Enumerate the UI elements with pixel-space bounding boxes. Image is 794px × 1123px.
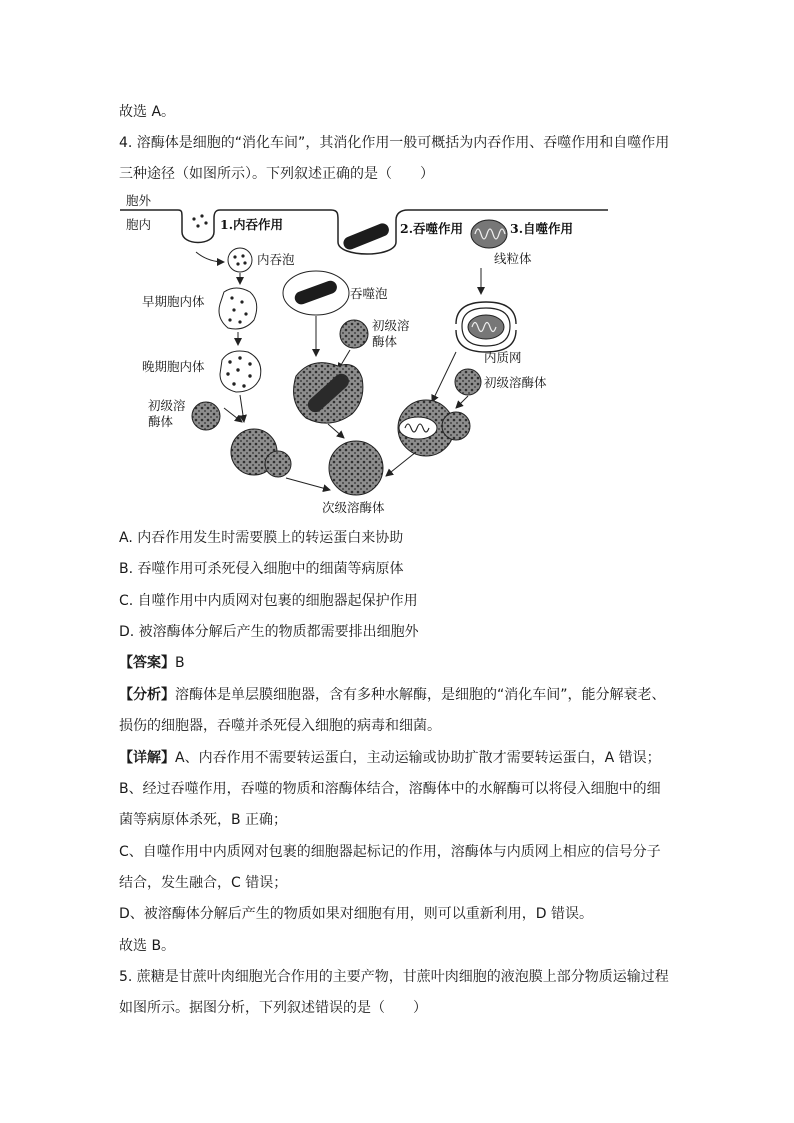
q4-stem-line2: 三种途径（如图所示）。下列叙述正确的是（ ） bbox=[119, 166, 434, 182]
label-phagocytosis: 2.吞噬作用 bbox=[400, 221, 464, 236]
q5-stem-line2: 如图所示。据图分析，下列叙述错误的是（ ） bbox=[119, 1000, 427, 1016]
label-inside: 胞内 bbox=[126, 217, 152, 232]
label-endocytic-vesicle: 内吞泡 bbox=[257, 252, 295, 267]
mitochondrion-icon bbox=[471, 220, 507, 248]
analysis-line1 bbox=[119, 685, 666, 705]
analysis-tag: 【分析】 bbox=[119, 687, 175, 703]
label-er: 内质网 bbox=[484, 350, 522, 365]
detail-line5: 结合，发生融合，C 错误； bbox=[119, 875, 288, 891]
endocytic-cargo bbox=[192, 214, 207, 227]
autolysosome-icon bbox=[398, 400, 470, 456]
answer-line bbox=[119, 653, 185, 673]
option-d[interactable]: D. 被溶酶体分解后产生的物质都需要排出细胞外 bbox=[119, 624, 419, 640]
primary-lysosome-icon bbox=[455, 369, 481, 395]
primary-lysosome-icon bbox=[340, 320, 368, 348]
fusing-lysosome-a bbox=[231, 429, 291, 477]
q4-stem-line1: 4. 溶酶体是细胞的“消化车间”，其消化作用一般可概括为内吞作用、吞噬作用和自噬作用 bbox=[119, 135, 670, 151]
answer-tag: 【答案】 bbox=[119, 655, 175, 671]
endocytic-vesicle-icon bbox=[228, 248, 252, 272]
early-endosome-icon bbox=[219, 288, 257, 329]
detail-line3: 菌等病原体杀死，B 正确； bbox=[119, 812, 288, 828]
label-primary-lysosome-c: 初级溶酶体 bbox=[484, 375, 547, 390]
detail-line6: D、被溶酶体分解后产生的物质如果对细胞有用，则可以重新利用，D 错误。 bbox=[119, 906, 594, 922]
analysis-text1: 溶酶体是单层膜细胞器，含有多种水解酶，是细胞的“消化车间”，能分解衰老、 bbox=[175, 687, 666, 703]
phagosome-icon bbox=[283, 271, 349, 315]
label-primary-lysosome-b2: 酶体 bbox=[372, 334, 398, 349]
detail-line4: C、自噬作用中内质网对包裹的细胞器起标记的作用，溶酶体与内质网上相应的信号分子 bbox=[119, 844, 661, 860]
label-primary-lysosome-a2: 酶体 bbox=[148, 414, 174, 429]
option-a[interactable]: A. 内吞作用发生时需要膜上的转运蛋白来协助 bbox=[119, 530, 404, 546]
detail-line2: B、经过吞噬作用，吞噬的物质和溶酶体结合，溶酶体中的水解酶可以将侵入细胞中的细 bbox=[119, 781, 661, 797]
answer-value: B bbox=[175, 655, 185, 671]
option-c[interactable]: C. 自噬作用中内质网对包裹的细胞器起保护作用 bbox=[119, 593, 418, 609]
prev-answer-line: 故选 A。 bbox=[119, 104, 176, 120]
late-endosome-icon bbox=[220, 351, 261, 392]
bacterium-icon bbox=[341, 221, 390, 251]
option-b[interactable]: B. 吞噬作用可杀死侵入细胞中的细菌等病原体 bbox=[119, 561, 404, 577]
label-primary-lysosome-b1: 初级溶 bbox=[372, 318, 410, 333]
label-mitochondrion: 线粒体 bbox=[494, 251, 532, 266]
analysis-line2: 损伤的细胞器，吞噬并杀死侵入细胞的病毒和细菌。 bbox=[119, 718, 441, 734]
label-endocytosis: 1.内吞作用 bbox=[220, 217, 284, 232]
detail-text1: A、内吞作用不需要转运蛋白，主动运输或协助扩散才需要转运蛋白，A 错误； bbox=[175, 750, 661, 766]
label-phagosome: 吞噬泡 bbox=[350, 286, 388, 301]
label-autophagy: 3.自噬作用 bbox=[510, 221, 574, 236]
er-wrapped-mitochondrion-icon bbox=[456, 302, 516, 352]
primary-lysosome-icon bbox=[192, 402, 220, 430]
phagolysosome-icon bbox=[294, 363, 363, 423]
lysosome-pathways-figure bbox=[116, 190, 616, 520]
label-late-endosome: 晚期胞内体 bbox=[142, 359, 205, 374]
label-outside: 胞外 bbox=[126, 193, 152, 208]
label-primary-lysosome-a1: 初级溶 bbox=[148, 398, 186, 413]
secondary-lysosome-icon bbox=[329, 441, 383, 495]
label-early-endosome: 早期胞内体 bbox=[142, 294, 205, 309]
label-secondary-lysosome: 次级溶酶体 bbox=[322, 500, 385, 515]
answer-b-line: 故选 B。 bbox=[119, 938, 176, 954]
detail-tag: 【详解】 bbox=[119, 750, 175, 766]
q5-stem-line1: 5. 蔗糖是甘蔗叶肉细胞光合作用的主要产物，甘蔗叶肉细胞的液泡膜上部分物质运输过程 bbox=[119, 969, 669, 985]
detail-line1 bbox=[119, 748, 661, 768]
